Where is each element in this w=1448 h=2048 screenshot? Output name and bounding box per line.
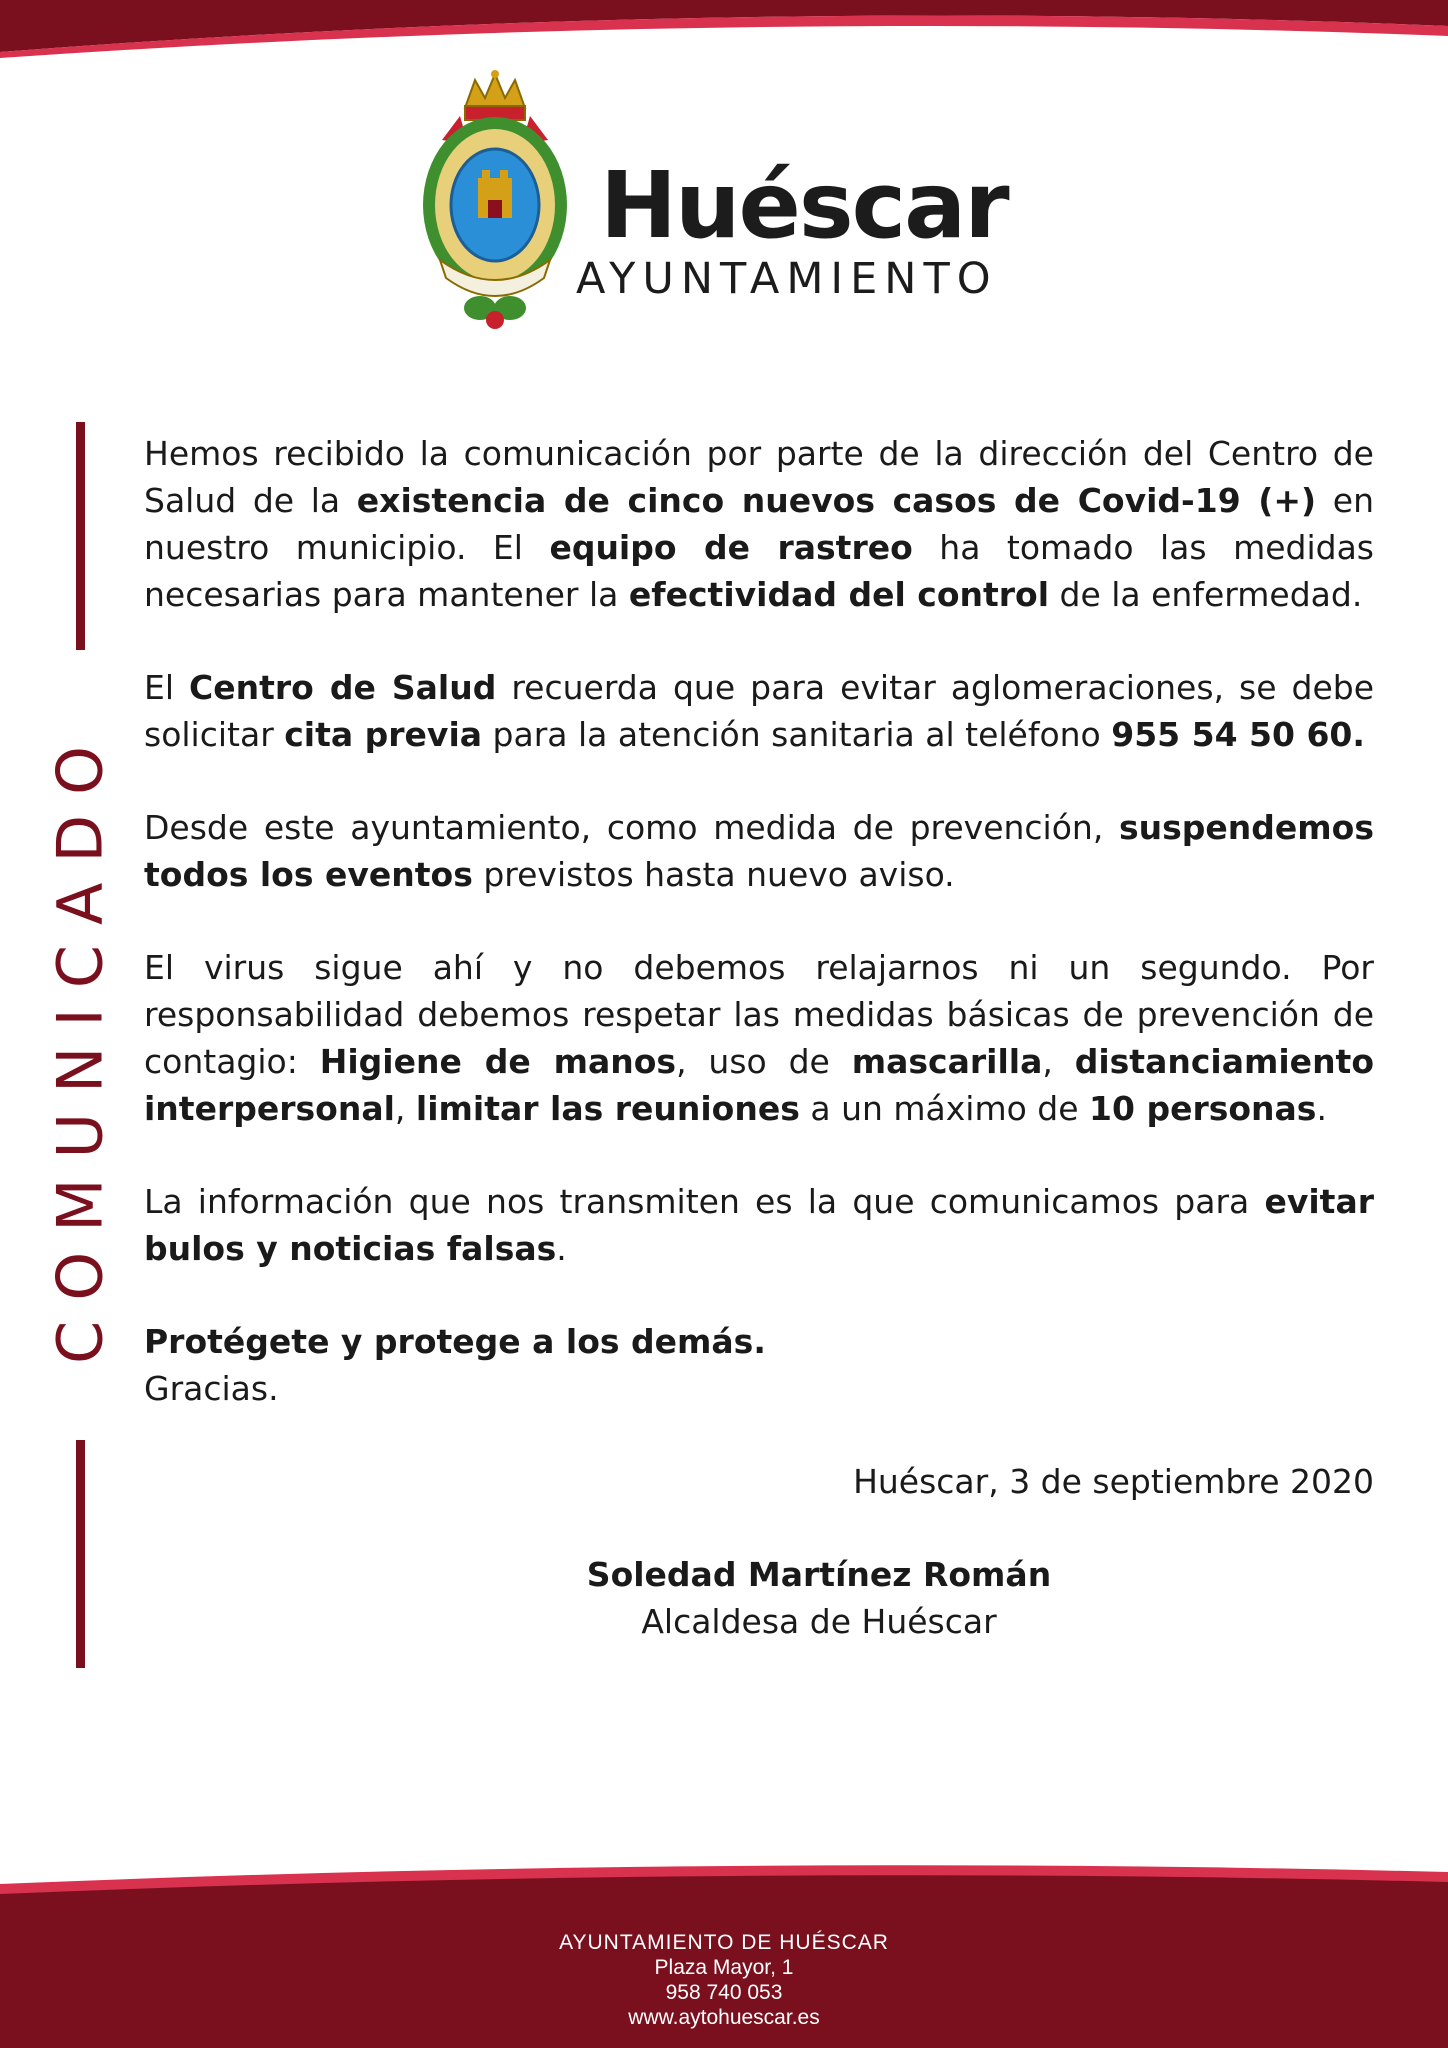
bold-text: 10 personas (1089, 1089, 1317, 1128)
side-bar-upper (76, 422, 85, 650)
bold-text: mascarilla (851, 1042, 1043, 1081)
text: . (556, 1229, 567, 1268)
bold-text: distanciamiento interpersonal (144, 1042, 1375, 1128)
bold-text: evitar bulos y noticias falsas (144, 1182, 1374, 1268)
text: El (144, 668, 190, 707)
paragraph-5 (144, 1178, 1374, 1272)
text: para la atención sanitaria al teléfono (482, 715, 1112, 754)
text: en nuestro municipio. El (144, 481, 1374, 567)
side-label: COMUNICADO (43, 726, 117, 1364)
text: previstos hasta nuevo aviso. (472, 855, 955, 894)
announcement-body (144, 430, 1374, 1645)
text: , uso de (676, 1042, 852, 1081)
footer-address: Plaza Mayor, 1 (654, 1956, 794, 1979)
coat-of-arms-icon (420, 70, 570, 332)
signature-role: Alcaldesa de Huéscar (641, 1602, 997, 1641)
bold-text: Higiene de manos (319, 1042, 677, 1081)
footer (0, 1930, 1448, 2030)
footer-website-link[interactable]: www.aytohuescar.es (628, 2006, 820, 2029)
footer-org: AYUNTAMIENTO DE HUÉSCAR (559, 1931, 889, 1954)
top-band (0, 0, 1448, 70)
brand-subtitle: AYUNTAMIENTO (576, 254, 998, 304)
side-bar-lower (76, 1440, 85, 1668)
text: El virus sigue ahí y no debemos relajarnos ni un segundo. Por responsabilidad debemos respetar las medidas básicas de prevención de contagio: (144, 948, 1374, 1081)
text: , (394, 1089, 416, 1128)
bold-text: suspendemos todos los eventos (144, 808, 1374, 894)
text: , (1042, 1042, 1075, 1081)
closing (144, 1318, 1374, 1412)
footer-phone: 958 740 053 (665, 1981, 783, 2004)
text: Desde este ayuntamiento, como medida de prevención, (144, 808, 1120, 847)
paragraph-1 (144, 430, 1374, 618)
paragraph-2 (144, 664, 1374, 758)
bold-text: cita previa (284, 715, 483, 754)
text: La información que nos transmiten es la que comunicamos para (144, 1182, 1265, 1221)
text: . (1316, 1089, 1327, 1128)
paragraph-3 (144, 804, 1374, 898)
text: ha tomado las medidas necesarias para mantener la (144, 528, 1374, 614)
bold-text: equipo de rastreo (549, 528, 913, 567)
text: recuerda que para evitar aglomeraciones, se debe solicitar (144, 668, 1374, 754)
date-line: Huéscar, 3 de septiembre 2020 (853, 1462, 1374, 1501)
signature-name: Soledad Martínez Román (586, 1555, 1052, 1594)
bold-text: existencia de cinco nuevos casos de Covid-19 (+) (356, 481, 1317, 520)
phone-number: 955 54 50 60. (1111, 715, 1365, 754)
header-logo (420, 70, 1020, 335)
bold-text: Centro de Salud (189, 668, 497, 707)
text: de la enfermedad. (1049, 575, 1363, 614)
closing-thanks: Gracias. (144, 1369, 279, 1408)
text: Hemos recibido la comunicación por parte de la dirección del Centro de Salud de la (144, 434, 1374, 520)
text: a un máximo de (799, 1089, 1090, 1128)
closing-bold: Protégete y protege a los demás. (144, 1322, 766, 1361)
brand-name: Huéscar (600, 152, 1008, 259)
bold-text: efectividad del control (628, 575, 1050, 614)
paragraph-4 (144, 944, 1374, 1132)
bold-text: limitar las reuniones (415, 1089, 800, 1128)
